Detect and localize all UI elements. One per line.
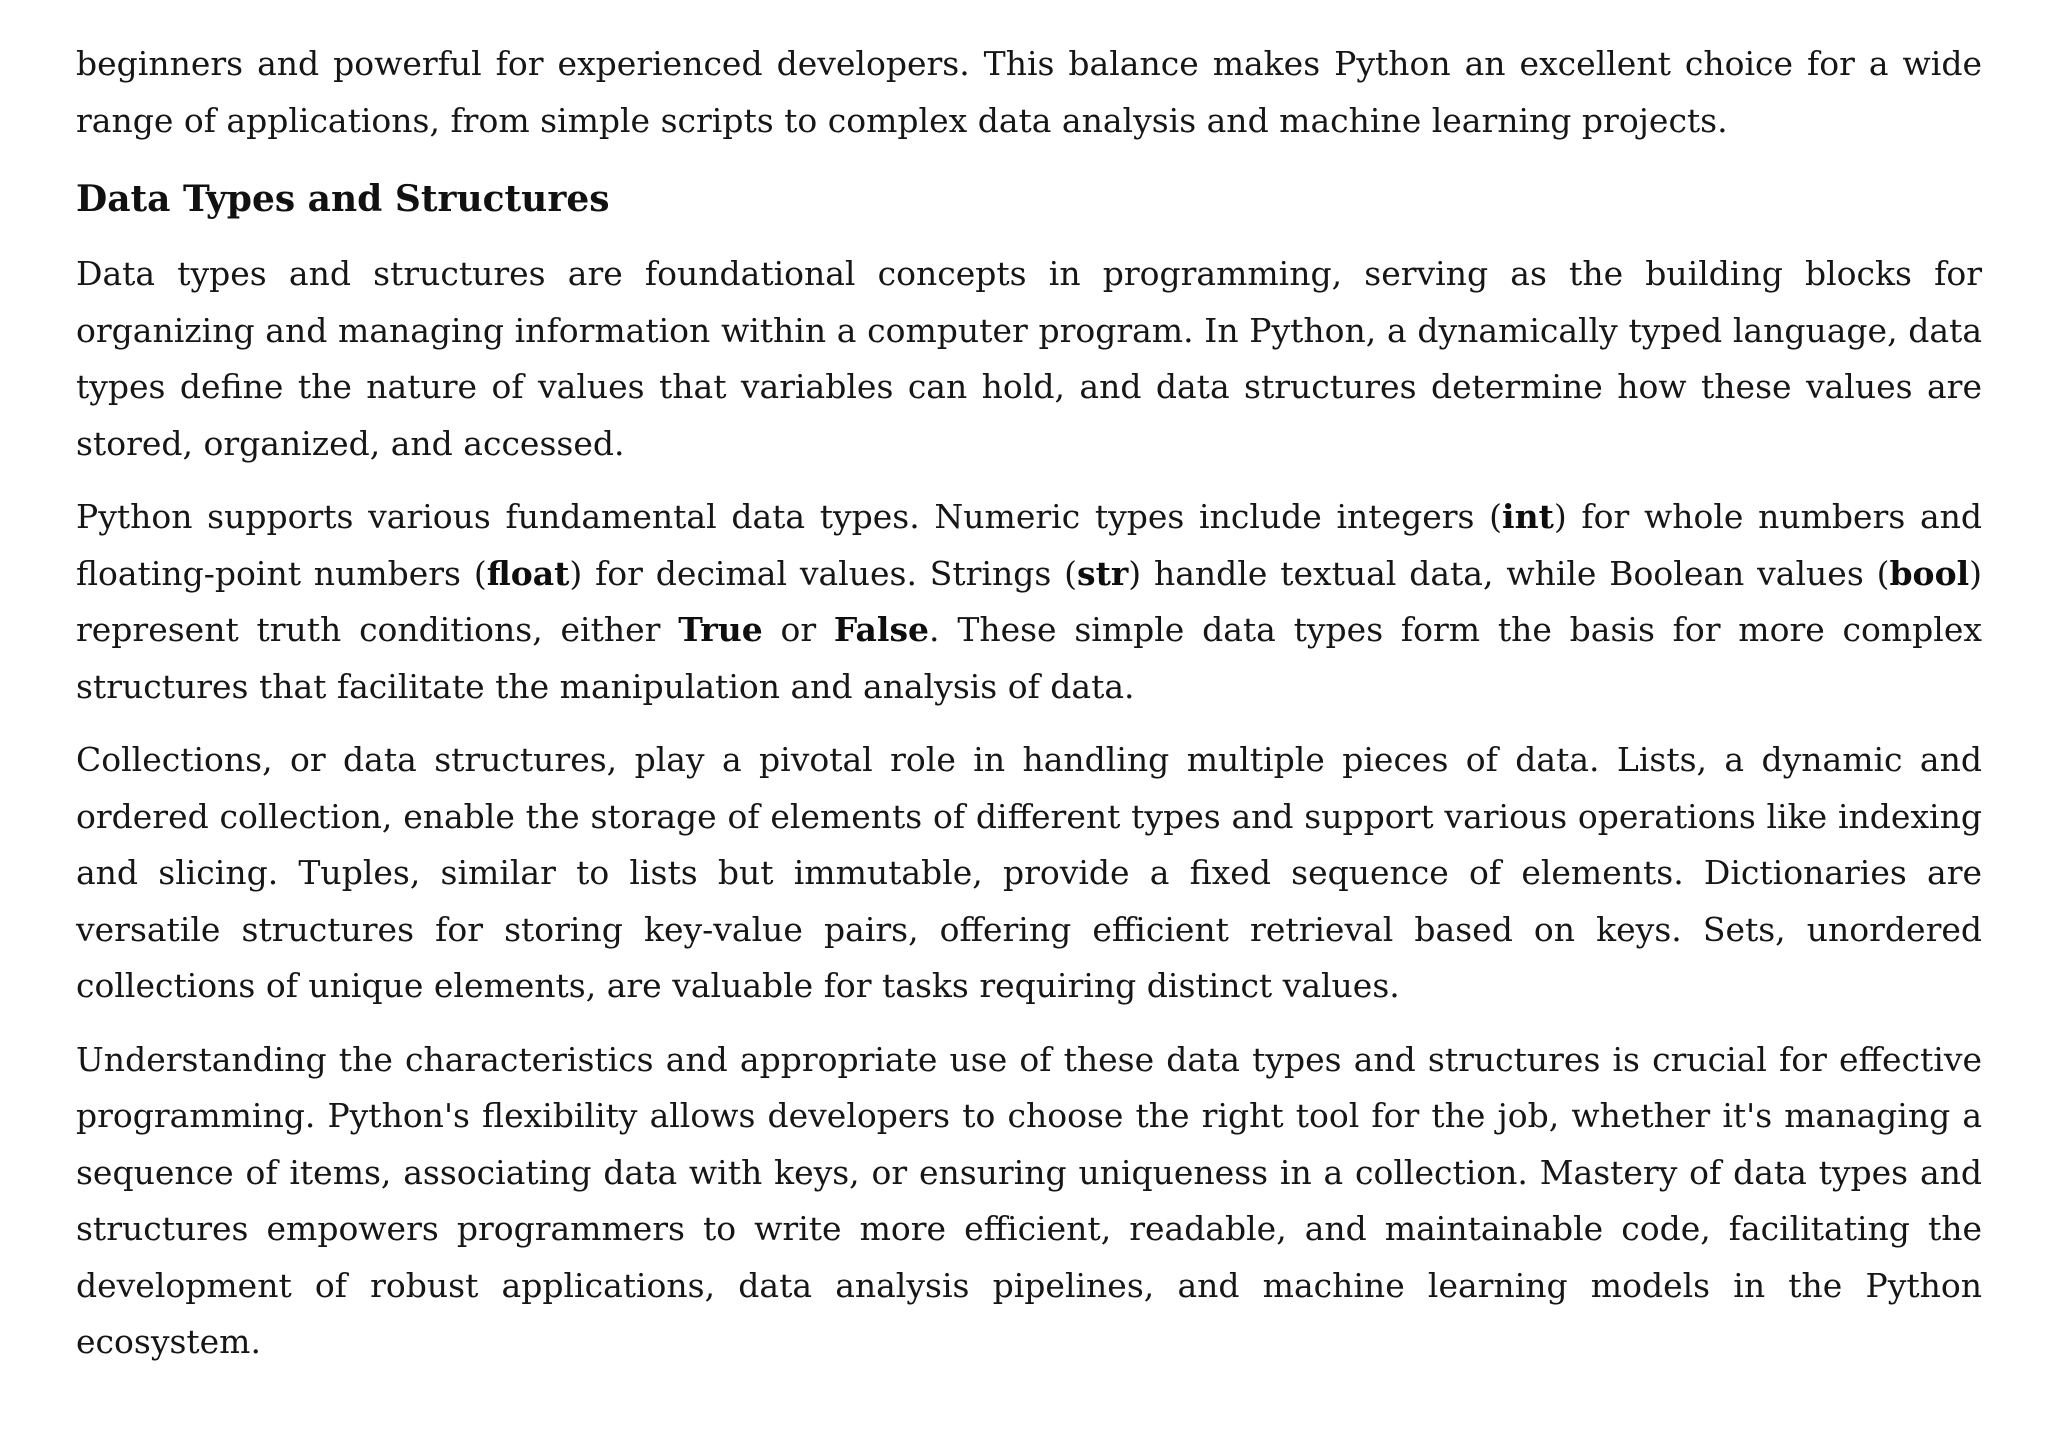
text-run: ) for whole numbers and floating-point numbers ( [76, 497, 1982, 593]
document-page [76, 36, 1982, 1388]
paragraph-understanding: Understanding the characteristics and appropriate use of these data types and structures is crucial for effective programming. Python's flexibility allows developers to choose the right tool for the job, whether it's managing a sequence of items, associating data with keys, or ensuring uniqueness in a collection. Mastery of data types and structures empowers programmers to write more efficient, readable, and maintainable code, facilitating the development of robust applications, data analysis pipelines, and machine learning models in the Python ecosystem. [76, 1039, 1982, 1361]
bold-term-bool: bool [1889, 553, 1970, 593]
text-run: . These simple data types form the basis for more complex structures that facilitate the manipulation and analysis of data. [76, 610, 1982, 706]
text-run: Python supports various fundamental data types. Numeric types include integers ( [76, 497, 1503, 536]
bold-term-false: False [833, 610, 930, 649]
bold-term-float: float [486, 553, 570, 593]
text-run: ) for decimal values. Strings ( [569, 553, 1078, 593]
text-run: ) represent truth conditions, either [76, 553, 1982, 649]
paragraph-data-types-intro: Data types and structures are foundational concepts in programming, serving as the building blocks for organizing and managing information within a computer program. In Python, a dynamically typed language, data types define the nature of values that variables can hold, and data structures determine how these values are stored, organized, and accessed. [76, 254, 1982, 463]
text-run: ) handle textual data, while Boolean values ( [1128, 553, 1890, 593]
text-run: or [762, 610, 834, 649]
bold-term-str: str [1077, 553, 1129, 593]
bold-term-int: int [1502, 497, 1554, 536]
intro-paragraph: beginners and powerful for experienced developers. This balance makes Python an excellent choice for a wide range of applications, from simple scripts to complex data analysis and machine learning projects. [76, 44, 1982, 140]
paragraph-fundamental-types [76, 489, 1982, 715]
section-heading: Data Types and Structures [76, 178, 610, 220]
paragraph-collections: Collections, or data structures, play a pivotal role in handling multiple pieces of data. Lists, a dynamic and ordered collection, enable the storage of elements of different types and support various operations like indexing and slicing. Tuples, similar to lists but immutable, provide a fixed sequence of elements. Dictionaries are versatile structures for storing key-value pairs, offering efficient retrieval based on keys. Sets, unordered collections of unique elements, are valuable for tasks requiring distinct values. [76, 740, 1982, 1005]
bold-term-true: True [678, 610, 763, 649]
